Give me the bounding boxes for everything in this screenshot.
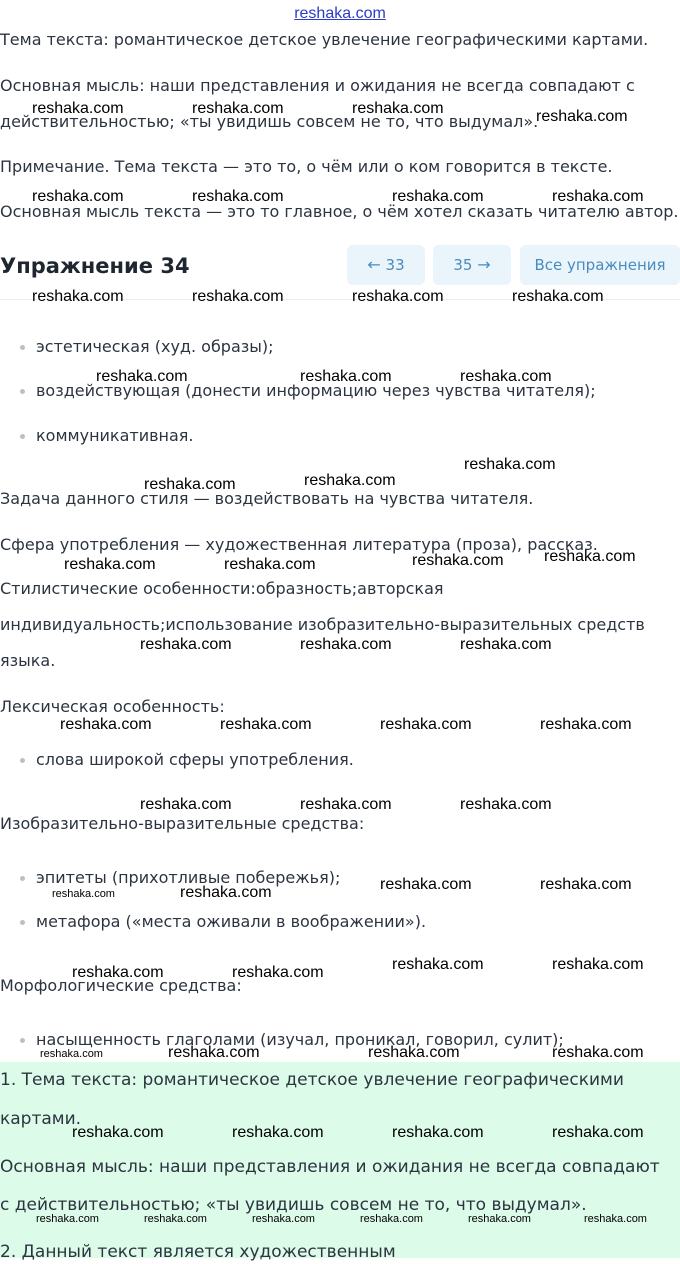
watermark-text: reshaka.com — [360, 1213, 423, 1225]
watermark-text: reshaka.com — [32, 100, 124, 117]
prev-exercise-button[interactable] — [347, 245, 425, 285]
watermark-text: reshaka.com — [168, 1044, 260, 1061]
style-features-line1: Стилистические особенности:образность;авторская — [0, 579, 444, 598]
watermark-text: reshaka.com — [304, 472, 396, 489]
watermark-text: reshaka.com — [552, 188, 644, 205]
watermark-text: reshaka.com — [232, 1124, 324, 1141]
watermark-text: reshaka.com — [392, 956, 484, 973]
all-exercises-label: Все упражнения — [534, 256, 666, 274]
watermark-text: reshaka.com — [412, 552, 504, 569]
watermark-text: reshaka.com — [460, 368, 552, 385]
intro-note: Примечание. Тема текста — это то, о чём или о ком говорится в тексте. — [0, 157, 613, 176]
watermark-text: reshaka.com — [252, 1213, 315, 1225]
watermark-text: reshaka.com — [544, 548, 636, 565]
lexical-label: Лексическая особенность: — [0, 697, 225, 716]
watermark-text: reshaka.com — [140, 796, 232, 813]
watermark-text: reshaka.com — [460, 636, 552, 653]
watermark-text: reshaka.com — [552, 956, 644, 973]
answer-line: с действительностью; «ты увидишь совсем не то, что выдумал». — [0, 1195, 587, 1215]
intro-main-idea-line2: действительностью; «ты увидишь совсем не то, что выдумал». — [0, 112, 539, 131]
list-bullet — [20, 1038, 25, 1043]
watermark-text: reshaka.com — [536, 108, 628, 125]
style-features-line3: языка. — [0, 651, 56, 670]
next-exercise-label: 35 — [453, 256, 473, 274]
watermark-text: reshaka.com — [392, 188, 484, 205]
arrow-right-icon: → — [477, 255, 491, 274]
answer-line: 2. Данный текст является художественным — [0, 1242, 396, 1262]
watermark-text: reshaka.com — [40, 1048, 103, 1060]
list-item: коммуникативная. — [36, 426, 194, 445]
next-exercise-button[interactable] — [433, 245, 511, 285]
style-sphere: Сфера употребления — художественная литература (проза), рассказ. — [0, 535, 598, 554]
watermark-text: reshaka.com — [52, 888, 115, 900]
watermark-text: reshaka.com — [552, 1124, 644, 1141]
watermark-text: reshaka.com — [300, 796, 392, 813]
watermark-text: reshaka.com — [464, 456, 556, 473]
watermark-text: reshaka.com — [60, 716, 152, 733]
watermark-text: reshaka.com — [32, 288, 124, 305]
watermark-text: reshaka.com — [552, 1044, 644, 1061]
list-bullet — [20, 876, 25, 881]
watermark-text: reshaka.com — [144, 1213, 207, 1225]
intro-theme: Тема текста: романтическое детское увлечение географическими картами. — [0, 30, 649, 49]
answer-line: 1. Тема текста: романтическое детское увлечение географическими — [0, 1070, 624, 1090]
answer-block — [0, 1062, 680, 1262]
list-bullet — [20, 345, 25, 350]
intro-definition: Основная мысль текста — это то главное, о чём хотел сказать читателю автор. — [0, 202, 679, 221]
list-item: метафора («места оживали в воображении»). — [36, 912, 427, 931]
watermark-text: reshaka.com — [392, 1124, 484, 1141]
watermark-text: reshaka.com — [72, 1124, 164, 1141]
style-features-line2: индивидуальность;использование изобразительно-выразительных средств — [0, 615, 645, 634]
watermark-text: reshaka.com — [32, 188, 124, 205]
watermark-text: reshaka.com — [300, 636, 392, 653]
watermark-text: reshaka.com — [352, 288, 444, 305]
watermark-text: reshaka.com — [64, 556, 156, 573]
watermark-text: reshaka.com — [192, 188, 284, 205]
list-item: эпитеты (прихотливые побережья); — [36, 868, 341, 887]
arrow-left-icon: ← — [367, 255, 381, 274]
exercise-title: Упражнение 34 — [0, 254, 190, 278]
list-item: эстетическая (худ. образы); — [36, 337, 274, 356]
watermark-text: reshaka.com — [468, 1213, 531, 1225]
list-bullet — [20, 920, 25, 925]
intro-main-idea-line1: Основная мысль: наши представления и ожидания не всегда совпадают с — [0, 76, 635, 95]
watermark-text: reshaka.com — [232, 964, 324, 981]
list-item: слова широкой сферы употребления. — [36, 750, 354, 769]
morph-label: Морфологические средства: — [0, 976, 242, 995]
watermark-text: reshaka.com — [192, 100, 284, 117]
watermark-text: reshaka.com — [368, 1044, 460, 1061]
list-bullet — [20, 434, 25, 439]
watermark-text: reshaka.com — [224, 556, 316, 573]
watermark-text: reshaka.com — [144, 476, 236, 493]
answer-line: картами. — [0, 1109, 82, 1129]
watermark-text: reshaka.com — [180, 884, 272, 901]
watermark-text: reshaka.com — [72, 964, 164, 981]
list-item: насыщенность глаголами (изучал, проникал, говорил, сулит); — [36, 1030, 564, 1049]
all-exercises-button[interactable] — [520, 245, 680, 285]
prev-exercise-label: 33 — [385, 256, 405, 274]
expressive-label: Изобразительно-выразительные средства: — [0, 814, 365, 833]
watermark-text: reshaka.com — [352, 100, 444, 117]
watermark-text: reshaka.com — [512, 288, 604, 305]
list-item: воздействующая (донести информацию через чувства читателя); — [36, 381, 596, 400]
watermark-text: reshaka.com — [220, 716, 312, 733]
watermark-text: reshaka.com — [380, 716, 472, 733]
watermark-text: reshaka.com — [380, 876, 472, 893]
list-bullet — [20, 758, 25, 763]
watermark-text: reshaka.com — [540, 876, 632, 893]
site-link[interactable]: reshaka.com — [294, 5, 386, 22]
watermark-text: reshaka.com — [584, 1213, 647, 1225]
list-bullet — [20, 389, 25, 394]
watermark-text: reshaka.com — [192, 288, 284, 305]
watermark-text: reshaka.com — [540, 716, 632, 733]
style-task: Задача данного стиля — воздействовать на чувства читателя. — [0, 489, 534, 508]
watermark-text: reshaka.com — [300, 368, 392, 385]
watermark-text: reshaka.com — [36, 1213, 99, 1225]
watermark-text: reshaka.com — [140, 636, 232, 653]
watermark-text: reshaka.com — [460, 796, 552, 813]
watermark-text: reshaka.com — [96, 368, 188, 385]
answer-line: Основная мысль: наши представления и ожидания не всегда совпадают — [0, 1157, 660, 1177]
